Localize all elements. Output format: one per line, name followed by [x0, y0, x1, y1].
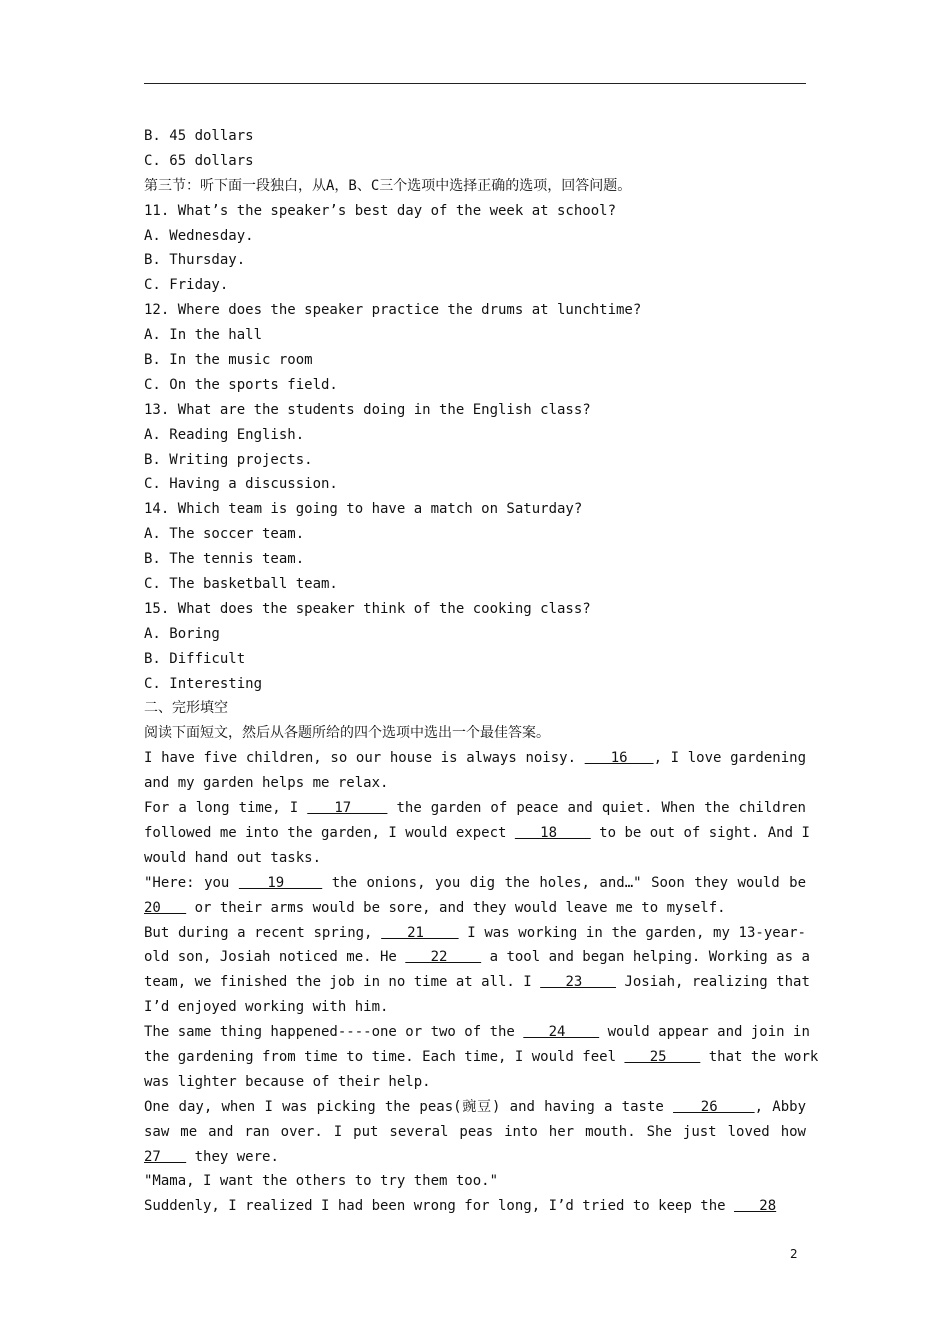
question-block: [144, 298, 806, 398]
passage-line: [144, 970, 810, 995]
passage-text: saw me and ran over. I put several peas into her mouth. She just loved how: [144, 1123, 806, 1140]
cloze-blank: 26: [673, 1098, 755, 1115]
passage-line: [144, 896, 806, 921]
passage-line: [144, 1145, 806, 1170]
passage-text: the onions, you dig the holes, and…" Soon they would be: [322, 874, 806, 891]
passage-text: The same thing happened----one or two of the: [144, 1024, 524, 1041]
answer-option: B. Writing projects.: [144, 451, 313, 468]
question-block: [144, 497, 806, 597]
passage-text: One day, when I was picking the peas(豌豆) and having a taste: [144, 1098, 674, 1115]
cloze-blank: 23: [540, 974, 617, 991]
passage-paragraph: [144, 921, 810, 1021]
cloze-blank: 17: [307, 800, 388, 817]
passage-paragraph: [144, 1095, 806, 1170]
question-text: 11. What’s the speaker’s best day of the week at school?: [144, 202, 617, 219]
section-heading: 第三节：听下面一段独白，从A，B、C三个选项中选择正确的选项，回答问题。: [144, 177, 632, 194]
question-block: [144, 597, 806, 697]
answer-option: A. The soccer team.: [144, 526, 305, 543]
answer-option: A. In the hall: [144, 327, 263, 344]
answer-option: A. Wednesday.: [144, 227, 254, 244]
page-number: 2: [790, 1247, 798, 1261]
passage-text: "Here: you: [144, 874, 239, 891]
cloze-blank: 21: [381, 924, 459, 941]
passage-paragraph: [144, 1020, 819, 1095]
section-heading: 二、完形填空: [144, 700, 228, 717]
passage-text: and my garden helps me relax.: [144, 775, 389, 792]
question-block: [144, 398, 806, 498]
passage-line: [144, 1120, 806, 1145]
passage-text: would hand out tasks.: [144, 849, 322, 866]
passage-text: Josiah, realizing that: [616, 974, 810, 991]
passage-line: [144, 796, 806, 821]
question-text: 15. What does the speaker think of the cooking class?: [144, 600, 591, 617]
passage-text: team, we finished the job in no time at all. I: [144, 974, 541, 991]
question-block: [144, 199, 806, 299]
question-text: 12. Where does the speaker practice the drums at lunchtime?: [144, 302, 642, 319]
passage-line: [144, 1070, 806, 1095]
passage-text: to be out of sight. And I: [590, 824, 810, 841]
answer-option: B. Difficult: [144, 650, 246, 667]
answer-option: B. Thursday.: [144, 252, 246, 269]
passage-line: [144, 846, 806, 871]
header-rule: [144, 83, 806, 84]
passage-text: old son, Josiah noticed me. He: [144, 949, 406, 966]
passage-text: "Mama, I want the others to try them too.": [144, 1173, 499, 1190]
passage-text: I was working in the garden, my 13-year-: [458, 924, 806, 941]
cloze-blank: 18: [514, 824, 591, 841]
passage-line: [144, 871, 806, 896]
passage-text: or their arms would be sore, and they would leave me to myself.: [186, 899, 726, 916]
passage-text: the gardening from time to time. Each time, I would feel: [144, 1048, 625, 1065]
option-line: B. 45 dollars: [144, 128, 254, 144]
cloze-blank: 24: [523, 1024, 600, 1041]
passage-text: was lighter because of their help.: [144, 1073, 431, 1090]
passage-text: I have five children, so our house is always noisy.: [144, 750, 585, 767]
passage-text: Suddenly, I realized I had been wrong for long, I’d tried to keep the: [144, 1198, 735, 1215]
answer-option: B. In the music room: [144, 352, 313, 369]
answer-option: C. On the sports field.: [144, 376, 338, 393]
passage-paragraph: [144, 796, 810, 871]
passage-line: [144, 821, 810, 846]
cloze-blank: 16: [584, 750, 654, 767]
passage-text: , I love gardening: [653, 750, 806, 767]
answer-option: A. Reading English.: [144, 426, 305, 443]
passage-text: they were.: [186, 1148, 279, 1165]
passage-line: [144, 1095, 806, 1120]
passage-line: [144, 995, 806, 1020]
passage-line: [144, 1045, 819, 1070]
passage-text: that the work: [700, 1048, 819, 1065]
cloze-blank: 20: [144, 899, 187, 916]
passage-text: the garden of peace and quiet. When the children: [387, 800, 806, 817]
passage-paragraph: [144, 871, 806, 921]
cloze-passage: [144, 746, 819, 1219]
passage-text: I’d enjoyed working with him.: [144, 999, 389, 1016]
passage-text: followed me into the garden, I would expect: [144, 824, 515, 841]
page-content: [144, 124, 819, 1219]
cloze-blank: 22: [405, 949, 482, 966]
passage-line: [144, 945, 810, 970]
question-text: 14. Which team is going to have a match on Saturday?: [144, 501, 583, 518]
passage-line: [144, 1169, 806, 1194]
option-line: C. 65 dollars: [144, 152, 254, 169]
instruction-text: 阅读下面短文，然后从各题所给的四个选项中选出一个最佳答案。: [144, 725, 550, 742]
passage-paragraph: [144, 1194, 806, 1219]
answer-option: A. Boring: [144, 625, 220, 642]
cloze-blank: 25: [624, 1048, 701, 1065]
answer-option: C. Interesting: [144, 675, 263, 692]
answer-option: B. The tennis team.: [144, 551, 305, 568]
passage-line: [144, 746, 806, 771]
question-text: 13. What are the students doing in the English class?: [144, 401, 591, 418]
passage-text: a tool and began helping. Working as a: [481, 949, 810, 966]
passage-text: would appear and join in: [599, 1024, 810, 1041]
answer-option: C. Having a discussion.: [144, 476, 338, 493]
passage-text: , Abby: [754, 1098, 806, 1115]
passage-text: But during a recent spring,: [144, 924, 382, 941]
answer-option: C. Friday.: [144, 277, 229, 294]
cloze-blank: 28: [734, 1198, 777, 1215]
passage-line: [144, 1194, 806, 1219]
answer-option: C. The basketball team.: [144, 576, 338, 593]
passage-paragraph: [144, 1169, 806, 1194]
passage-paragraph: [144, 746, 806, 796]
passage-line: [144, 1020, 810, 1045]
cloze-blank: 19: [238, 874, 323, 891]
passage-text: For a long time, I: [144, 800, 308, 817]
cloze-blank: 27: [144, 1148, 187, 1165]
passage-line: [144, 771, 806, 796]
passage-line: [144, 921, 806, 946]
